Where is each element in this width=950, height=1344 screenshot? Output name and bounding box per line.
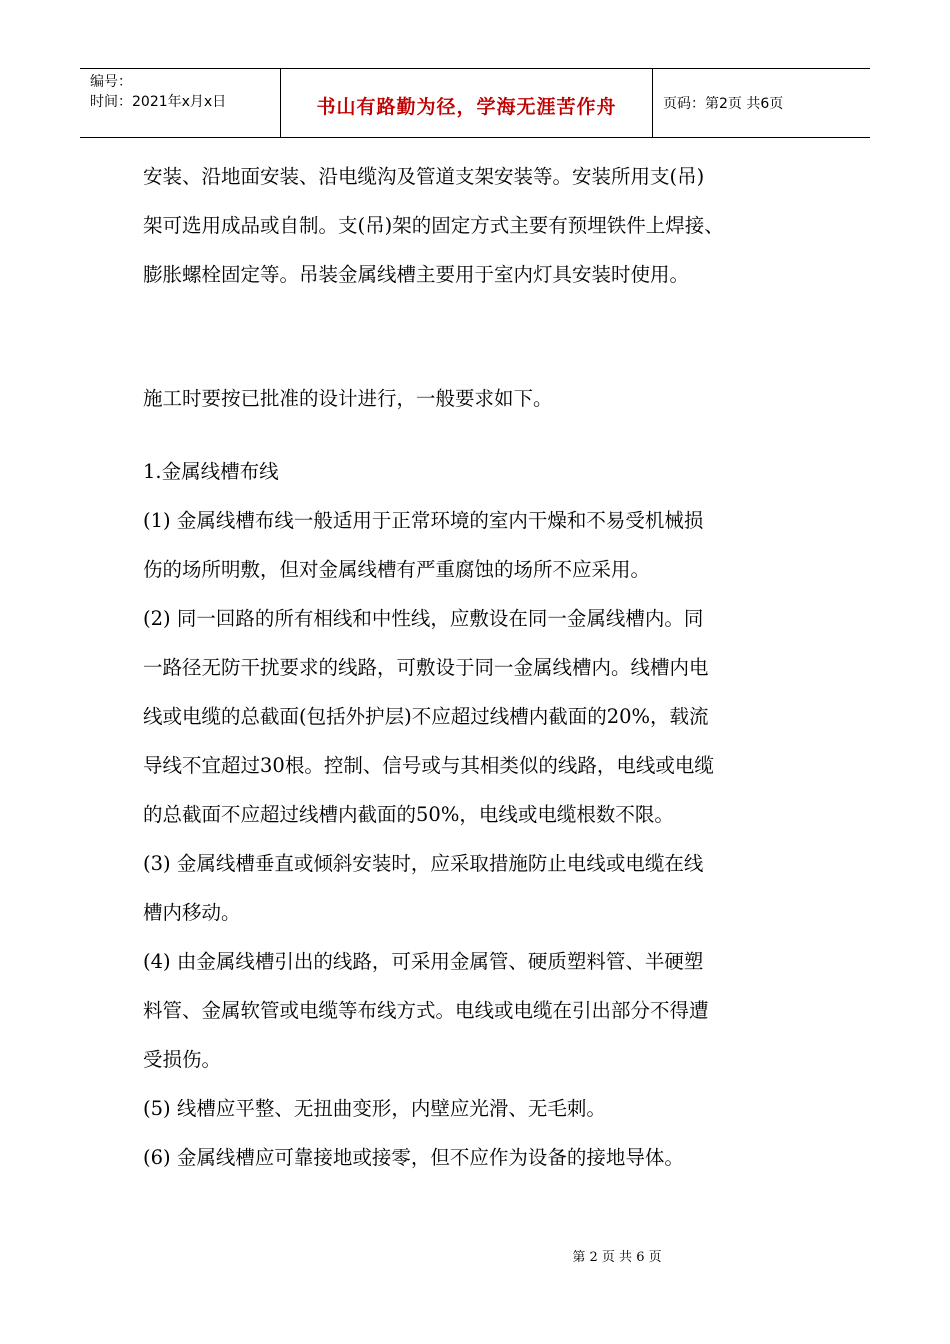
header-motto: 书山有路勤为径，学海无涯苦作舟 [316,95,617,118]
list-item-line: (4) 由金属线槽引出的线路，可采用金属管、硬质塑料管、半硬塑 [143,950,704,973]
list-item-line: 的总截面不应超过线槽内截面的50%，电线或电缆根数不限。 [143,803,674,826]
document-number-label: 编号： [90,74,132,90]
list-item-line: (2) 同一回路的所有相线和中性线，应敷设在同一金属线槽内。同 [143,607,704,630]
section-title: 1.金属线槽布线 [143,460,279,483]
footer-page-number: 第 2 页 共 6 页 [572,1250,662,1265]
list-item-line: (3) 金属线槽垂直或倾斜安装时，应采取措施防止电线或电缆在线 [143,852,704,875]
list-item-line: (6) 金属线槽应可靠接地或接零，但不应作为设备的接地导体。 [143,1146,684,1169]
list-item-line: (1) 金属线槽布线一般适用于正常环境的室内干燥和不易受机械损 [143,509,704,532]
document-time-label: 时间：2021年x月x日 [90,94,227,110]
list-item [143,937,811,1084]
list-item-line: 槽内移动。 [143,901,241,924]
header-motto-cell [281,69,653,137]
list-item-line: 线或电缆的总截面(包括外护层)不应超过线槽内截面的20%，载流 [143,705,709,728]
list-item-line: 受损伤。 [143,1048,222,1071]
list-item-line: 导线不宜超过30根。控制、信号或与其相类似的线路，电线或电缆 [143,754,714,777]
body-line: 架可选用成品或自制。支(吊)架的固定方式主要有预埋铁件上焊接、 [143,214,724,237]
list-item-line: 伤的场所明敷，但对金属线槽有严重腐蚀的场所不应采用。 [143,558,651,581]
list-item-line: 料管、金属软管或电缆等布线方式。电线或电缆在引出部分不得遭 [143,999,709,1022]
paragraph-gap [143,299,811,374]
list-item [143,1133,811,1182]
header-meta [80,69,281,137]
list-item [143,496,811,594]
document-body [143,152,811,1182]
paragraph-gap [143,423,811,447]
list-item-line: 一路径无防干扰要求的线路，可敷设于同一金属线槽内。线槽内电 [143,656,709,679]
list-item [143,594,811,839]
body-line: 膨胀螺栓固定等。吊装金属线槽主要用于室内灯具安装时使用。 [143,263,690,286]
list-item [143,839,811,937]
header-page-code: 页码：第2页 共6页 [663,96,784,112]
page-header [80,68,870,138]
list-item-line: (5) 线槽应平整、无扭曲变形，内壁应光滑、无毛刺。 [143,1097,606,1120]
page-footer [0,1246,950,1265]
intro-text: 施工时要按已批准的设计进行，一般要求如下。 [143,387,553,410]
list-item [143,1084,811,1133]
body-line: 安装、沿地面安装、沿电缆沟及管道支架安装等。安装所用支(吊) [143,165,705,188]
